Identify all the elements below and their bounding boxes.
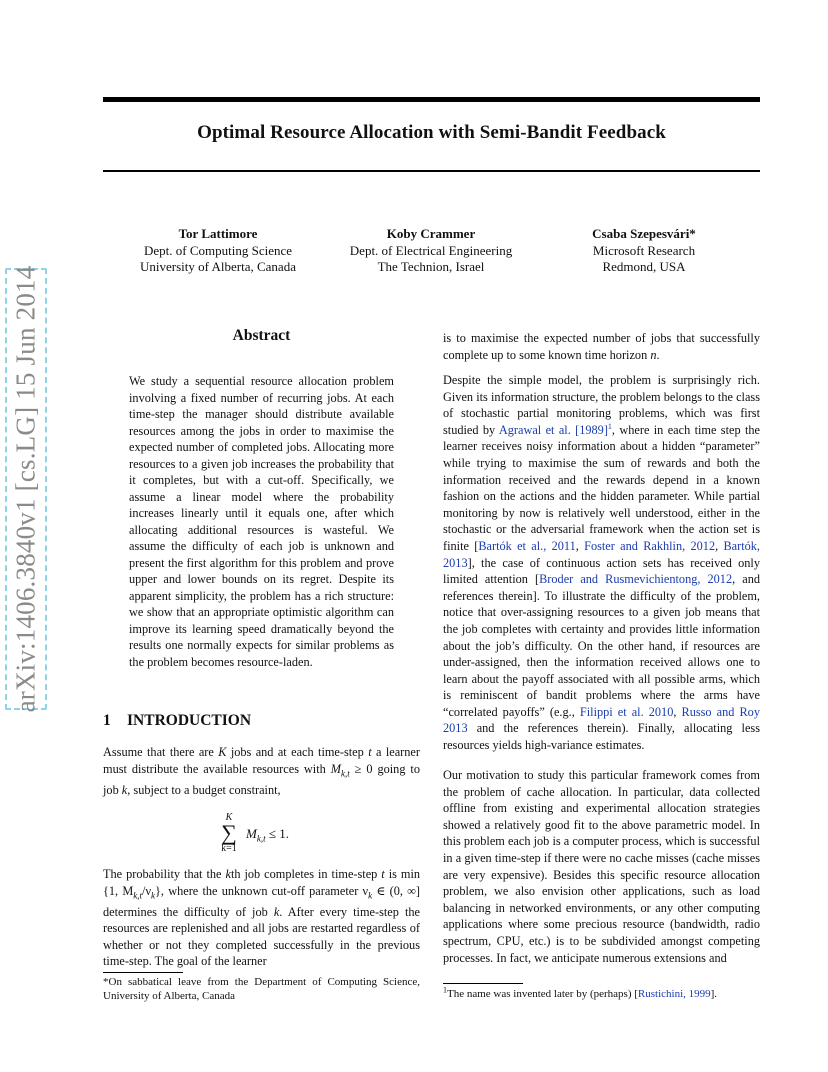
- author-affiliation: Microsoft Research: [592, 242, 696, 258]
- author-affiliation: University of Alberta, Canada: [140, 259, 296, 274]
- author-name: Koby Crammer: [386, 226, 476, 241]
- author-name: Csaba Szepesvári*: [592, 226, 696, 241]
- title-rule-bottom: [103, 170, 760, 172]
- author-affiliation: The Technion, Israel: [377, 259, 485, 274]
- footnote-name-origin: $^1$The name was invented later by (perhaps) [Rustichini, 1999].: [443, 985, 718, 1000]
- citation-link[interactable]: Bartók, 2013: [443, 538, 761, 570]
- author-block-2: [316, 226, 546, 276]
- citation-link[interactable]: Russo and Roy 2013: [443, 704, 760, 736]
- intro-paragraph-1: Assume that there are K jobs and at each time-step t a learner must distribute the available resources with $M_{k,t} \ge 0$ going to job k, subject to a budget constraint,: [103, 745, 420, 797]
- section-title: INTRODUCTION: [127, 712, 252, 729]
- footnote-rule: [103, 972, 183, 973]
- footnote-marker[interactable]: 1: [607, 421, 612, 431]
- title-rule-top: [103, 97, 760, 102]
- author-block-3: [529, 226, 759, 276]
- right-paragraph-2: Our motivation to study this particular framework comes from the problem of cache allocation. In particular, data collected offline from existing and experimental allocation strategies showed a relatively good fit to the above parametric model. In this problem each job is a computer process, which is successful in a given time-step if there were no cache misses (cache misses are very expensive). Besides this specific resource allocation problem, we also envision other applications, such as load balancing in networked environments, or any other computing applications where some precious resource (bandwidth, radio spectrum, CPU, etc.) is to be subdivided amongst competing processes. In fact, we anticipate numerous extensions and: [443, 768, 760, 965]
- abstract-text: We study a sequential resource allocation problem involving a fixed number of recurring jobs. At each time-step the manager should distribute available resources among the jobs in order to maximise the expected number of completed jobs. Allocating more resources to a given job increases the probability that it completes, but with a cut-off. Specifically, we assume a linear model where the probability increases linearly until it equals one, after which allocating additional resources is wasteful. We assume the difficulty of each job is unknown and present the first algorithm for this problem and prove upper and lower bounds on its regret. Despite its apparent simplicity, the problem has a rich structure: we show that an appropriate optimistic algorithm can improve its learning speed dramatically beyond the results one normally expects for similar problems as the problem becomes resource-laden.: [129, 374, 394, 669]
- intro-paragraph-2: The probability that the kth job completes in time-step t is min {1, $M_{k,t}/\nu_k$}, where the unknown cut-off parameter $\nu_k$ ∈ (0, ∞] determines the difficulty of job k. After every time-step the resources are replenished and all jobs are restarted regardless of whether or not they completed successfully in the previous time-step. The goal of the learner: [103, 867, 421, 969]
- section-heading: [103, 712, 251, 730]
- citation-link[interactable]: Foster and Rakhlin, 2012: [584, 538, 716, 553]
- author-name: Tor Lattimore: [178, 226, 258, 241]
- footnote-sabbatical: *On sabbatical leave from the Department of Computing Science, University of Alberta, Canada: [103, 976, 420, 1002]
- citation-link[interactable]: Rustichini, 1999: [637, 988, 711, 1000]
- citation-link[interactable]: Agrawal et al. [1989]: [498, 422, 608, 437]
- footnote-rule: [443, 983, 523, 984]
- section-number: 1: [103, 712, 111, 729]
- author-affiliation: Dept. of Electrical Engineering: [349, 242, 513, 258]
- right-paragraph-1: Despite the simple model, the problem is surprisingly rich. Given its information structure, the problem belongs to the class of stochastic partial monitoring problems, which was first studied by Agrawal et al. [1989]$^1$, where in each time step the learner receives noisy information about a hidden “parameter” while trying to maximise the sum of rewards and both the information received and the rewards depend in a known fashion on the actions and the hidden parameter. While partial monitoring by now is relatively well understood, either in the stochastic or the adversarial framework when the action set is finite [Bartók et al., 2011, Foster and Rakhlin, 2012, Bartók, 2013], the case of continuous action sets has received only limited attention [Broder and Rusmevichientong, 2012, and references therein]. To illustrate the difficulty of the problem, notice that over-assigning resources to a given job means that the job completes with certainty and provides little information about the job’s difficulty. On the other hand, if resources are under-assigned, then the information received allows one to learn about the payoff associated with all possible arms, which is reminiscent of bandit problems where the arms have “correlated payoffs” (e.g., Filippi et al. 2010, Russo and Roy 2013 and the references therein). Finally, allocating less resources yields high-variance estimates.: [443, 373, 761, 753]
- right-paragraph-0: is to maximise the expected number of jobs that successfully complete up to some known time horizon n.: [443, 331, 760, 362]
- equation-rhs: $M_{k,t} \le 1$.: [246, 826, 289, 844]
- paper-title: Optimal Resource Allocation with Semi-Bandit Feedback: [197, 122, 666, 143]
- author-affiliation: Redmond, USA: [602, 259, 686, 274]
- abstract-heading: Abstract: [232, 327, 291, 344]
- citation-link[interactable]: Filippi et al. 2010: [579, 704, 674, 719]
- summation: K ∑ k=1: [221, 812, 237, 854]
- arxiv-stamp[interactable]: arXiv:1406.3840v1 [cs.LG] 15 Jun 2014: [10, 265, 41, 713]
- author-affiliation: Dept. of Computing Science: [143, 242, 293, 258]
- citation-link[interactable]: Broder and Rusmevichientong, 2012: [539, 572, 733, 587]
- citation-link[interactable]: Bartók et al., 2011: [478, 538, 576, 553]
- budget-equation: [103, 812, 420, 858]
- author-block-1: [103, 226, 333, 276]
